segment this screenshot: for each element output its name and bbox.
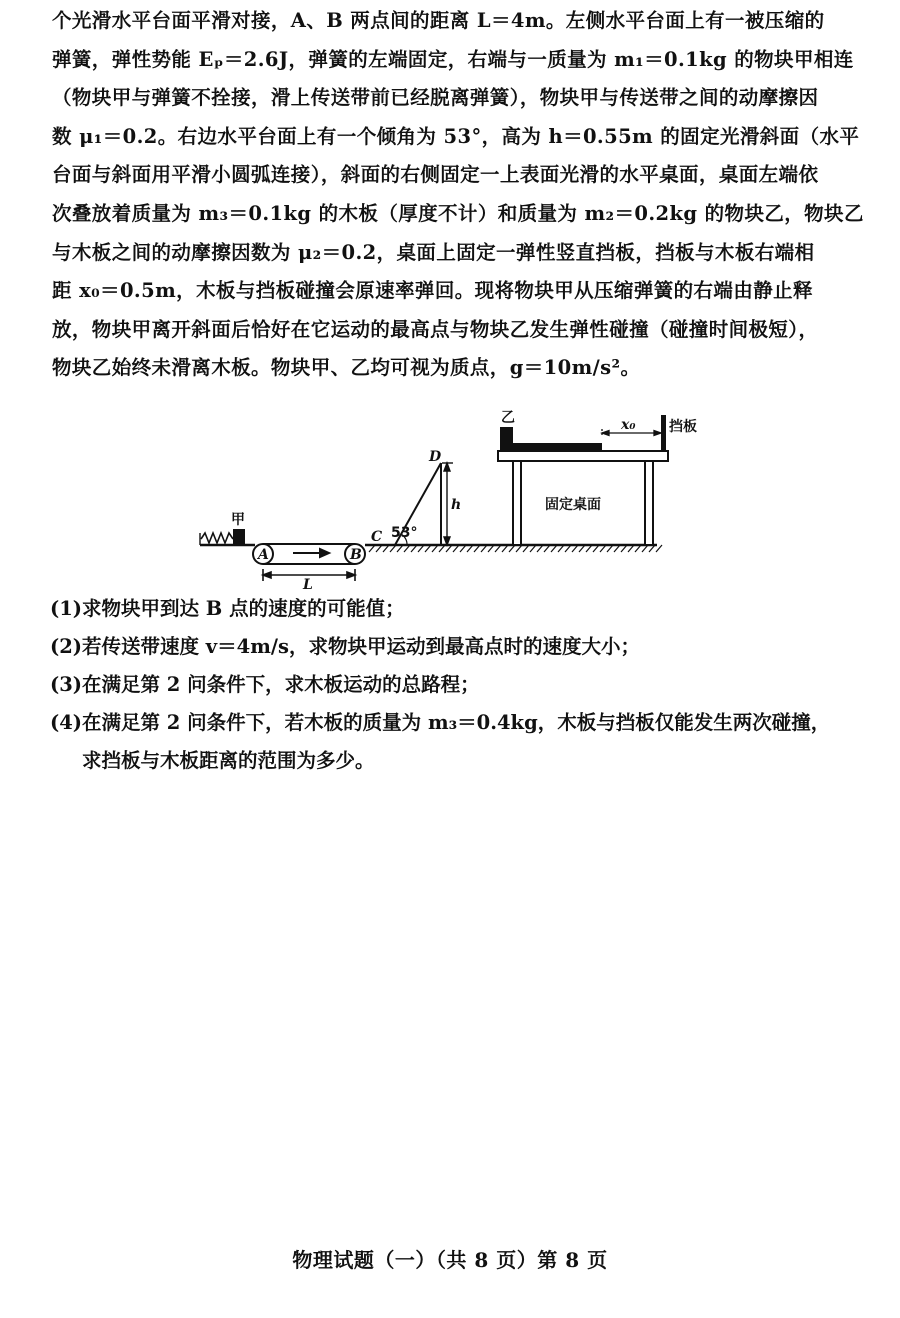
spring [201, 533, 233, 543]
problem-line: 数 μ₁＝0.2。右边水平台面上有一个倾角为 53°，高为 h＝0.55m 的固定光滑斜面（水平 [52, 124, 860, 148]
baffle [661, 415, 666, 451]
question-list [50, 590, 890, 780]
problem-line: 物块乙始终未滑离木板。物块甲、乙均可视为质点，g＝10m/s²。 [52, 356, 641, 380]
page-footer: 物理试题（一）（共 8 页）第 8 页 [292, 1248, 608, 1272]
label-h: h [451, 497, 462, 513]
question-1: (1)求物块甲到达 B 点的速度的可能值； [50, 597, 405, 620]
problem-line: 台面与斜面用平滑小圆弧连接），斜面的右侧固定一上表面光滑的水平桌面，桌面左端依 [52, 163, 819, 187]
label-table: 固定桌面 [545, 497, 601, 513]
label-yi: 乙 [501, 410, 515, 426]
physics-diagram [195, 405, 715, 590]
label-jia: 甲 [231, 512, 245, 528]
label-B: B [350, 547, 362, 563]
problem-line: （物块甲与弹簧不拴接，滑上传送带前已经脱离弹簧），物块甲与传送带之间的动摩擦因 [52, 86, 819, 110]
problem-line: 弹簧，弹性势能 Eₚ＝2.6J，弹簧的左端固定，右端与一质量为 m₁＝0.1kg 的物块甲相连 [52, 47, 854, 71]
diagram-svg [195, 405, 715, 590]
belt-arrow [293, 549, 329, 557]
problem-text [52, 2, 890, 388]
question-4: (4)在满足第 2 问条件下，若木板的质量为 m₃＝0.4kg，木板与挡板仅能发生两次碰撞， [50, 711, 831, 734]
question-2: (2)若传送带速度 v＝4m/s，求物块甲运动到最高点时的速度大小； [50, 635, 640, 658]
problem-line: 个光滑水平台面平滑对接，A、B 两点间的距离 L＝4m。左侧水平台面上有一被压缩的 [52, 9, 825, 32]
label-C: C [371, 529, 383, 545]
label-baffle: 挡板 [669, 419, 697, 435]
question-3: (3)在满足第 2 问条件下，求木板运动的总路程； [50, 673, 480, 696]
problem-line: 放，物块甲离开斜面后恰好在它运动的最高点与物块乙发生弹性碰撞（碰撞时间极短）， [52, 317, 819, 341]
board [500, 443, 602, 451]
problem-line: 与木板之间的动摩擦因数为 μ₂＝0.2，桌面上固定一弹性竖直挡板，挡板与木板右端相 [52, 240, 815, 264]
label-x0: x₀ [621, 417, 636, 433]
question-4-continued: 求挡板与木板距离的范围为多少。 [82, 749, 375, 772]
problem-line: 距 x₀＝0.5m，木板与挡板碰撞会原速率弹回。现将物块甲从压缩弹簧的右端由静止释 [52, 279, 813, 303]
block-yi [500, 427, 513, 443]
block-jia [233, 529, 245, 545]
label-angle: 53° [391, 525, 418, 541]
label-A: A [258, 547, 269, 563]
problem-line: 次叠放着质量为 m₃＝0.1kg 的木板（厚度不计）和质量为 m₂＝0.2kg 的物块乙，物块乙 [52, 201, 864, 225]
label-D: D [429, 449, 442, 465]
label-L: L [303, 577, 313, 590]
